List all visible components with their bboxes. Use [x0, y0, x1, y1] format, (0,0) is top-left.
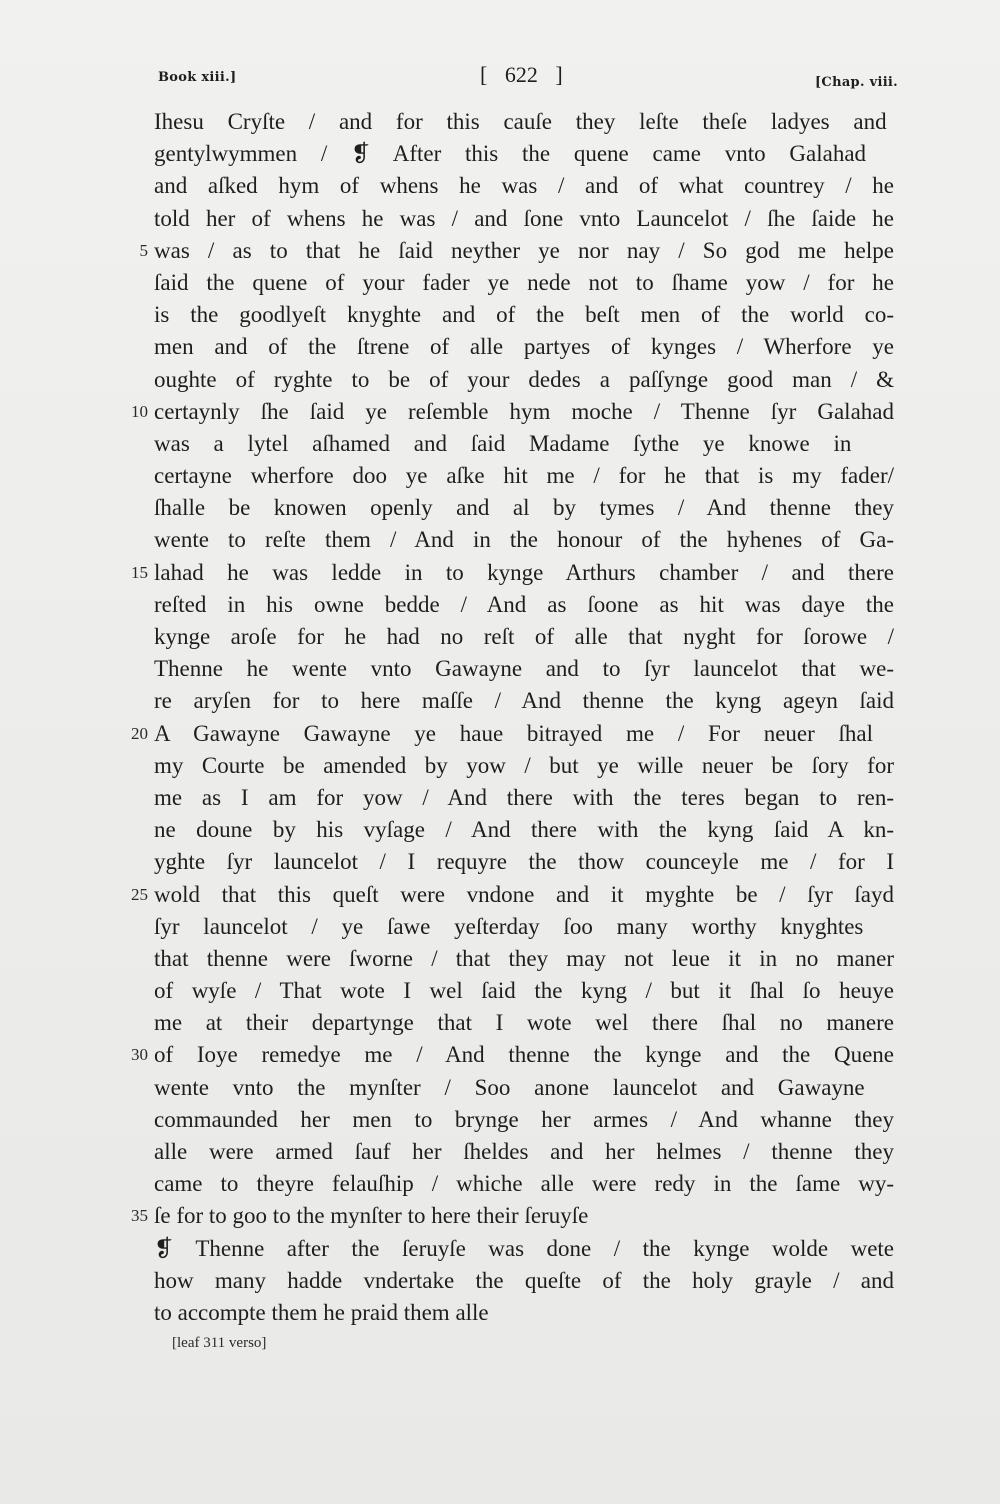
line-text: kynge aroſe for he had no reſt of alle that nyght for ſorowe / [154, 624, 894, 649]
line-text: yghte ſyr launcelot / I requyre the thow counceyle me / for I [154, 849, 894, 875]
line-text: oughte of ryghte to be of your dedes a paſſynge good man / & [154, 366, 894, 392]
page-number: [ 622 ] [480, 62, 563, 87]
text-line [104, 428, 904, 460]
book-number: Book xiii.] [158, 70, 237, 85]
line-text: ❡ Thenne after the ſeruyſe was done / the kynge wolde wete [154, 1235, 894, 1261]
line-text: ſhalle be knowen openly and al by tymes / And thenne they [154, 495, 894, 521]
text-line [104, 138, 904, 170]
text-line [104, 235, 904, 267]
running-header [150, 62, 898, 96]
line-text: to accompte them he praid them alle [154, 1299, 489, 1325]
leaf-note: [leaf 311 verso] [172, 1335, 267, 1351]
text-line [104, 1200, 904, 1232]
line-text: me as I am for yow / And there with the teres began to ren- [154, 784, 894, 810]
line-number: 25 [131, 884, 148, 904]
line-text: was a lytel aſhamed and ſaid Madame ſythe ye knowe in [154, 430, 852, 456]
text-line [104, 1297, 904, 1329]
text-line [104, 685, 904, 717]
text-line [104, 170, 904, 202]
line-text: Ihesu Cryſte / and for this cauſe they leſte theſe ladyes and [154, 109, 887, 134]
text-line [104, 621, 904, 653]
line-text: gentylwymmen / ❡ After this the quene came vnto Galahad [154, 141, 867, 167]
line-text: came to theyre felauſhip / whiche alle were redy in the ſame wy- [154, 1171, 894, 1197]
text-line [104, 1233, 904, 1265]
text-line [104, 460, 904, 492]
text-line [104, 1072, 904, 1104]
line-text: my Courte be amended by yow / but ye wille neuer be ſory for [154, 752, 894, 778]
line-text: ſaid the quene of your fader ye nede not to ſhame yow / for he [154, 269, 894, 295]
text-line [104, 331, 904, 363]
line-number: 20 [131, 723, 148, 743]
text-line [104, 396, 904, 428]
line-number: 35 [131, 1206, 148, 1226]
line-text: wente to reſte them / And in the honour of the hyhenes of Ga- [154, 527, 894, 553]
line-text: A Gawayne Gawayne ye haue bitrayed me / For neuer ſhal [154, 720, 874, 746]
text-line [104, 492, 904, 524]
text-line [104, 814, 904, 846]
text-line [104, 1136, 904, 1168]
chapter-number: [Chap. viii. [814, 75, 898, 90]
line-text: lahad he was ledde in to kynge Arthurs chamber / and there [154, 559, 894, 585]
line-text: wente vnto the mynſter / Soo anone launcelot and Gawayne [154, 1074, 865, 1100]
text-line [104, 975, 904, 1007]
line-number: 15 [131, 562, 148, 582]
line-text: and aſked hym of whens he was / and of what countrey / he [154, 173, 894, 199]
text-line [104, 1039, 904, 1071]
text-line [104, 203, 904, 235]
body-text [104, 106, 904, 1329]
text-line [104, 653, 904, 685]
line-text: wold that this queſt were vndone and it myghte be / ſyr ſayd [154, 881, 894, 907]
text-line [104, 557, 904, 589]
text-line [104, 718, 904, 750]
line-text: of wyſe / That wote I wel ſaid the kyng / but it ſhal ſo heuye [154, 978, 894, 1004]
text-line [104, 267, 904, 299]
text-line [104, 750, 904, 782]
text-line [104, 1265, 904, 1297]
text-line [104, 106, 904, 138]
line-text: certaynly ſhe ſaid ye reſemble hym moche / Thenne ſyr Galahad [154, 398, 894, 424]
line-text: reſted in his owne bedde / And as ſoone as hit was daye the [154, 591, 894, 617]
text-line [104, 524, 904, 556]
line-text: re aryſen for to here maſſe / And thenne the kyng ageyn ſaid [154, 688, 894, 714]
text-line [104, 299, 904, 331]
line-text: of Ioye remedye me / And thenne the kynge and the Quene [154, 1042, 894, 1068]
line-text: men and of the ſtrene of alle partyes of kynges / Wherfore ye [154, 334, 894, 360]
text-line [104, 782, 904, 814]
line-text: certayne wherfore doo ye aſke hit me / for he that is my fader/ [154, 463, 894, 489]
text-line [104, 943, 904, 975]
text-line [104, 1168, 904, 1200]
line-text: is the goodlyeſt knyghte and of the beſt men of the world co- [154, 302, 894, 328]
line-text: told her of whens he was / and ſone vnto Launcelot / ſhe ſaide he [154, 205, 894, 231]
text-line [104, 1104, 904, 1136]
line-text: alle were armed ſauf her ſheldes and her helmes / thenne they [154, 1139, 894, 1164]
text-line [104, 911, 904, 943]
line-text: me at their departynge that I wote wel there ſhal no manere [154, 1010, 894, 1036]
text-line [104, 879, 904, 911]
line-text: ne doune by his vyſage / And there with the kyng ſaid A kn- [154, 817, 894, 843]
line-text: how many hadde vndertake the queſte of the holy grayle / and [154, 1267, 894, 1293]
line-number: 5 [139, 240, 148, 260]
line-text: commaunded her men to brynge her armes / And whanne they [154, 1106, 894, 1132]
text-line [104, 846, 904, 878]
text-line [104, 1007, 904, 1039]
line-text: ſe for to goo to the mynſter to here their ſeruyſe [154, 1203, 589, 1229]
line-text: that thenne were ſworne / that they may not leue it in no maner [154, 945, 894, 971]
line-number: 10 [131, 401, 148, 421]
text-line [104, 364, 904, 396]
line-text: ſyr launcelot / ye ſawe yeſterday ſoo many worthy knyghtes [154, 913, 864, 939]
line-text: Thenne he wente vnto Gawayne and to ſyr launcelot that we- [154, 656, 894, 682]
line-number: 30 [131, 1045, 148, 1065]
text-line [104, 589, 904, 621]
line-text: was / as to that he ſaid neyther ye nor nay / So god me helpe [154, 237, 894, 263]
